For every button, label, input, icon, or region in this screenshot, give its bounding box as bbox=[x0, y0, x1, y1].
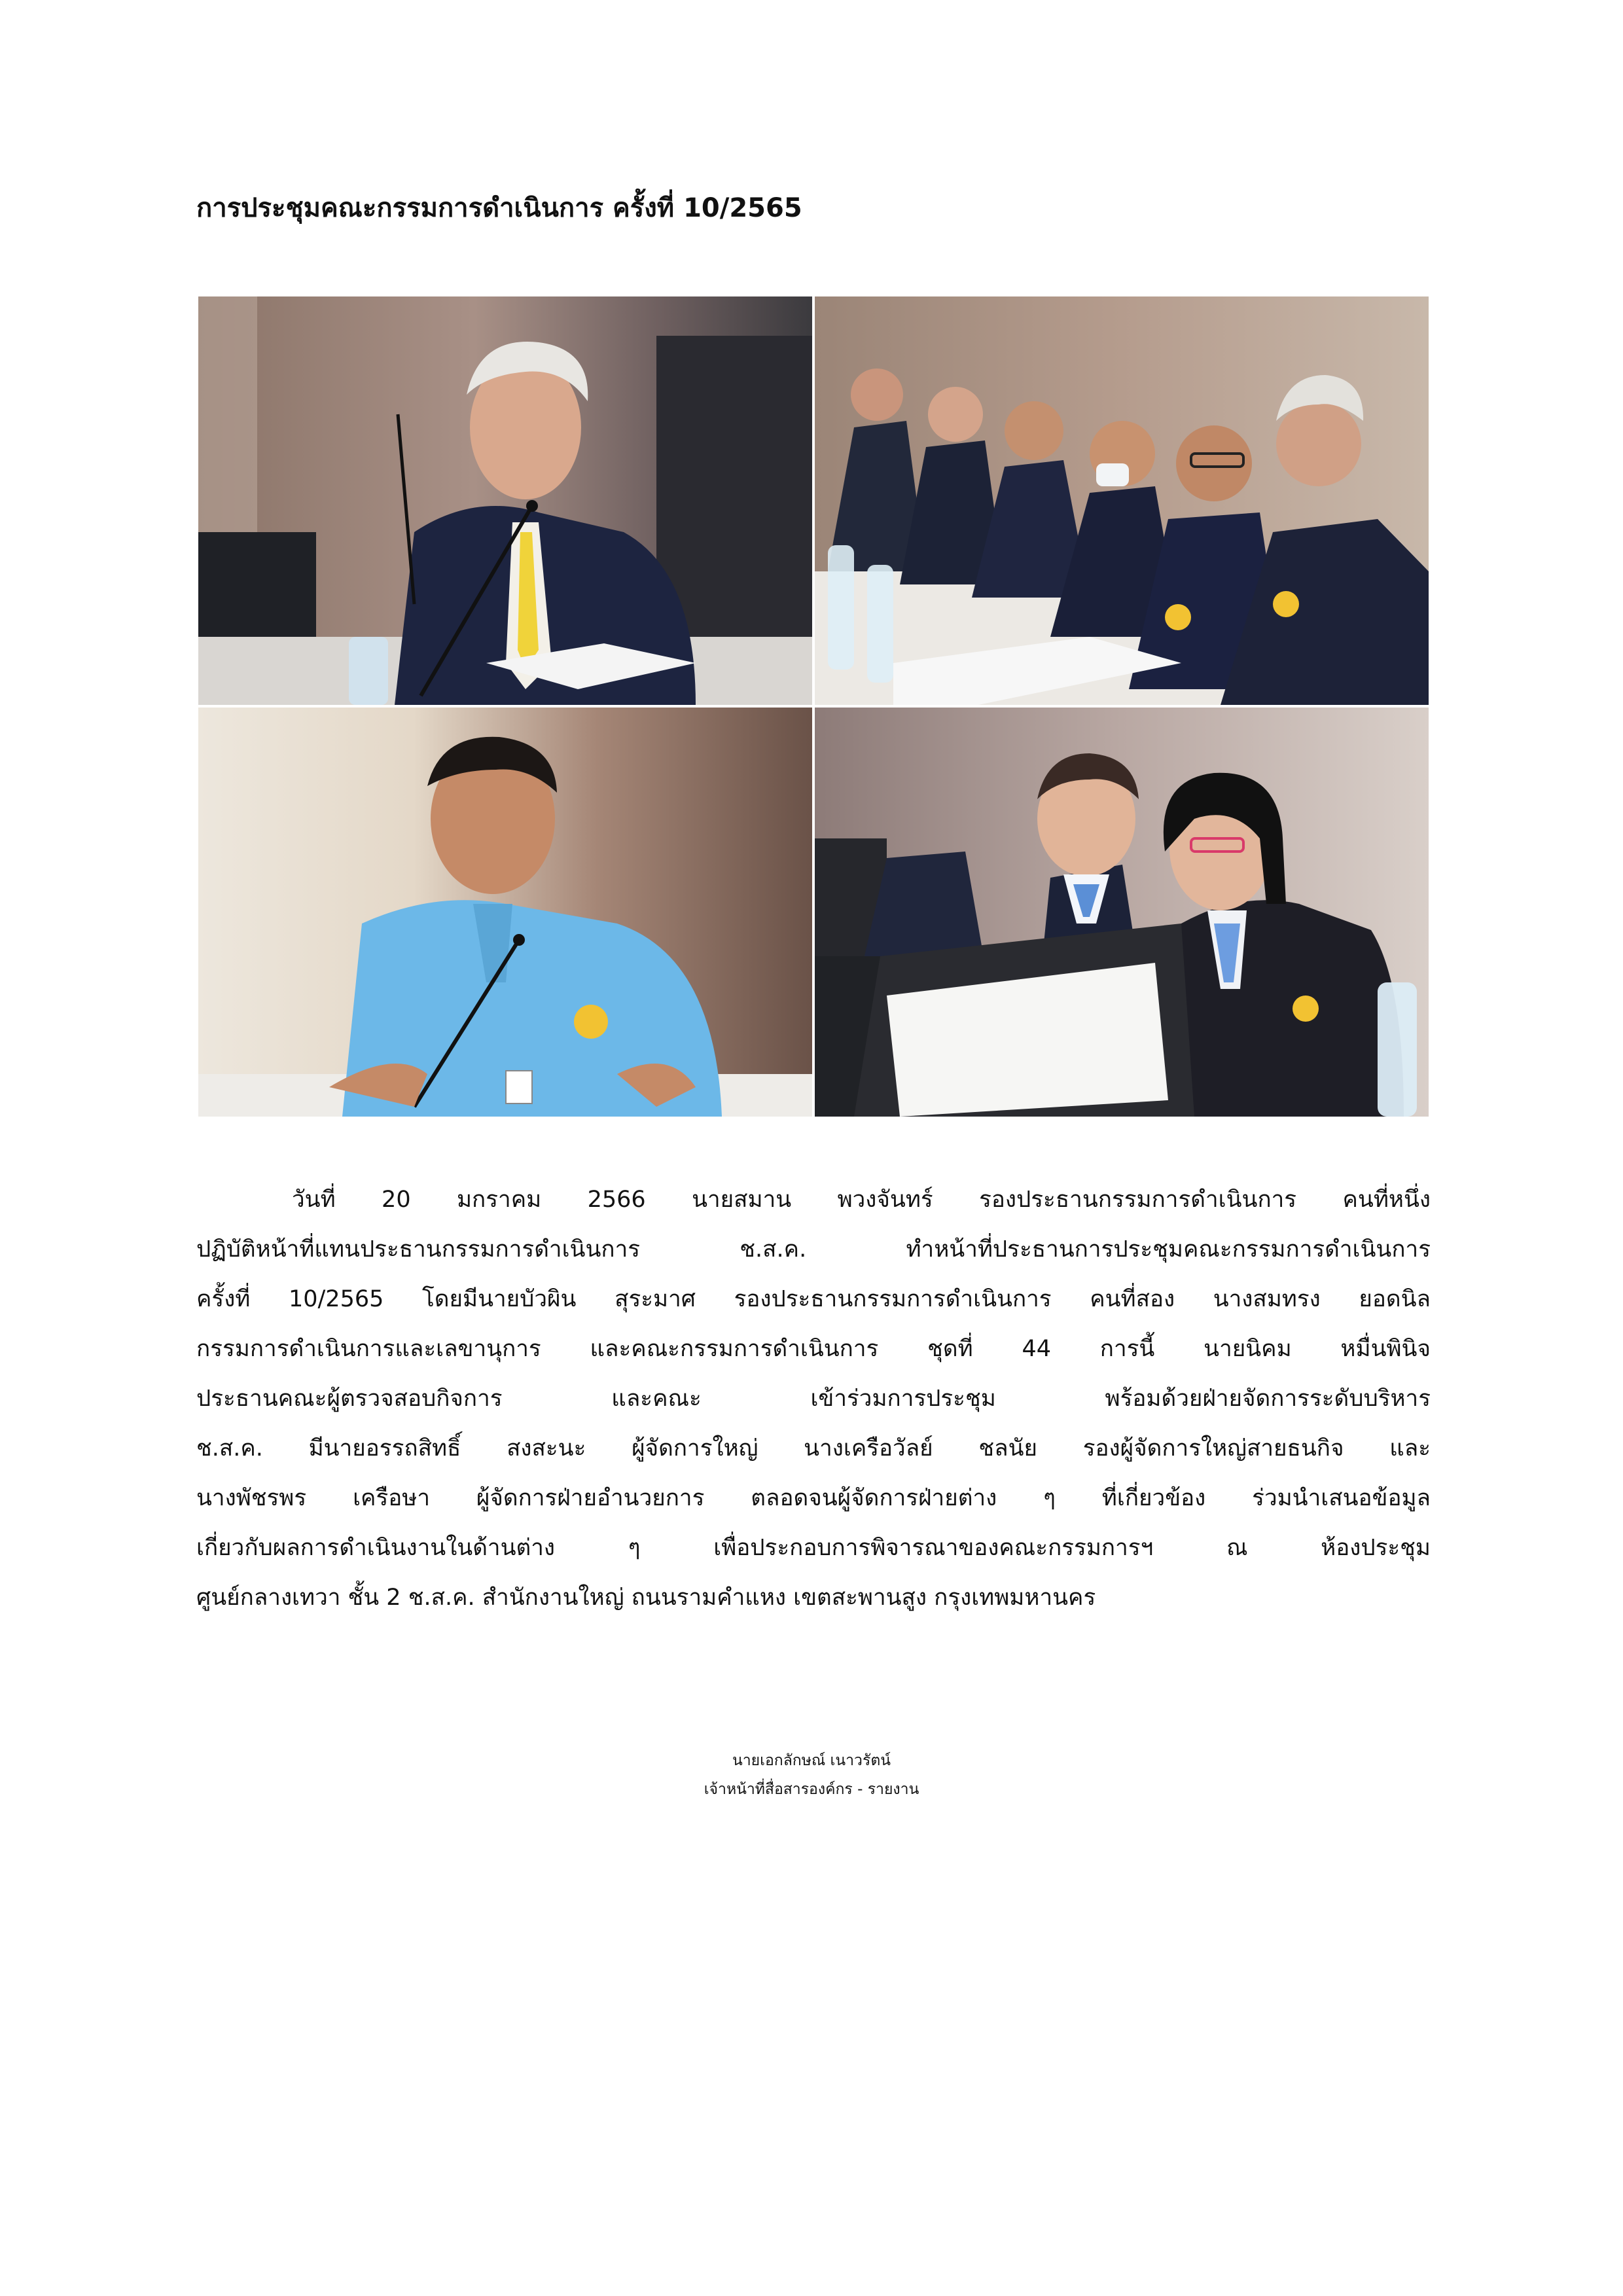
article-paragraph-line: ศูนย์กลางเทวา ชั้น 2 ช.ส.ค. สำนักงานใหญ่ ถนนรามคำแหง เขตสะพานสูง กรุงเทพมหานคร bbox=[196, 1585, 1096, 1611]
photo-committee-members bbox=[815, 296, 1429, 705]
article-paragraph-line: ประธานคณะผู้ตรวจสอบกิจการ และคณะ เข้าร่วมการประชุม พร้อมด้วยฝ่ายจัดการระดับบริหาร bbox=[196, 1386, 1431, 1412]
document-title: การประชุมคณะกรรมการดำเนินการ ครั้งที่ 10/2565 bbox=[196, 193, 802, 223]
photo-female-members bbox=[815, 708, 1429, 1117]
article-paragraph-line: นางพัชรพร เครือษา ผู้จัดการฝ่ายอำนวยการ ตลอดจนผู้จัดการฝ่ายต่าง ๆ ที่เกี่ยวข้อง ร่วมนำเสนอข้อมูล bbox=[196, 1485, 1431, 1511]
article-paragraph-line: ครั้งที่ 10/2565 โดยมีนายบัวผิน สุระมาศ รองประธานกรรมการดำเนินการ คนที่สอง นางสมทรง ยอดนิล bbox=[196, 1286, 1431, 1312]
article-paragraph-line: ปฏิบัติหน้าที่แทนประธานกรรมการดำเนินการ ช.ส.ค. ทำหน้าที่ประธานการประชุมคณะกรรมการดำเนินการ bbox=[196, 1236, 1431, 1263]
reporter-role: เจ้าหน้าที่สื่อสารองค์กร - รายงาน bbox=[704, 1781, 919, 1798]
article-body bbox=[196, 1175, 1431, 1623]
photo-chairman-speaking bbox=[198, 296, 812, 705]
article-paragraph-line: กรรมการดำเนินการและเลขานุการ และคณะกรรมการดำเนินการ ชุดที่ 44 การนี้ นายนิคม หมื่นพินิจ bbox=[196, 1336, 1431, 1362]
signature-block bbox=[615, 1746, 1008, 1804]
photo-collage bbox=[198, 296, 1429, 1117]
photo-member-blue-shirt bbox=[198, 708, 812, 1117]
article-paragraph-line: ช.ส.ค. มีนายอรรถสิทธิ์ สงสะนะ ผู้จัดการใหญ่ นางเครือวัลย์ ชลนัย รองผู้จัดการใหญ่สายธนกิจ และ bbox=[196, 1435, 1431, 1462]
article-paragraph-line: เกี่ยวกับผลการดำเนินงานในด้านต่าง ๆ เพื่อประกอบการพิจารณาของคณะกรรมการฯ ณ ห้องประชุม bbox=[196, 1535, 1431, 1561]
reporter-name: นายเอกลักษณ์ เนาวรัตน์ bbox=[732, 1752, 891, 1769]
article-paragraph-line: วันที่ 20 มกราคม 2566 นายสมาน พวงจันทร์ รองประธานกรรมการดำเนินการ คนที่หนึ่ง bbox=[292, 1187, 1431, 1213]
